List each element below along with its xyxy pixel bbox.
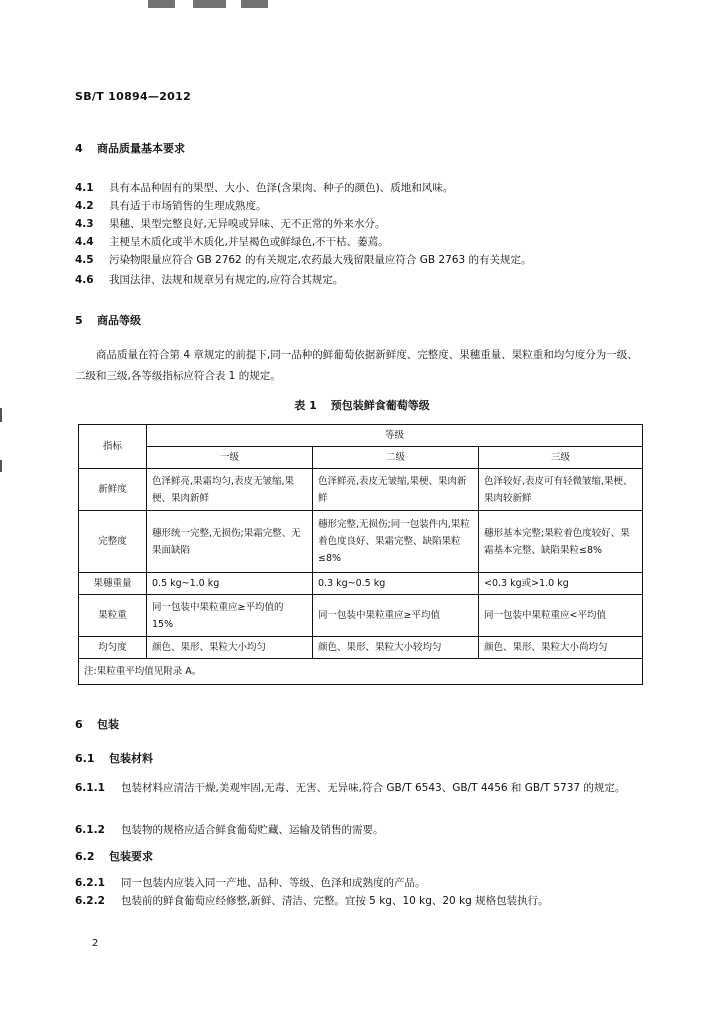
section-number: 5 xyxy=(75,314,83,327)
table-note: 注:果粒重平均值见附录 A。 xyxy=(79,659,643,685)
row-label: 果穗重量 xyxy=(79,573,147,595)
clause-text: 具有本品种固有的果型、大小、色泽(含果肉、种子的颜色)、质地和风味。 xyxy=(109,182,454,194)
section-title: 商品质量基本要求 xyxy=(97,142,185,155)
clause-text: 包装前的鲜食葡萄应经修整,新鲜、清洁、完整。宜按 5 kg、10 kg、20 kg 规格包装执行。 xyxy=(121,895,549,907)
clause-number: 6.2.1 xyxy=(75,877,105,889)
section-6-2-heading xyxy=(75,848,153,864)
table-cell: 色泽鲜亮,表皮无皱缩,果梗、果肉新鲜 xyxy=(313,469,479,511)
table-caption xyxy=(0,397,724,413)
section-5-heading xyxy=(75,312,141,328)
grade-table xyxy=(78,424,643,685)
row-label: 完整度 xyxy=(79,511,147,573)
table-row xyxy=(79,573,643,595)
table-cell: 同一包装中果粒重应<平均值 xyxy=(479,595,643,637)
section-title: 包装要求 xyxy=(109,850,153,863)
standard-number: SB/T 10894—2012 xyxy=(75,90,192,103)
row-label: 果粒重 xyxy=(79,595,147,637)
section-title: 包装材料 xyxy=(109,752,153,765)
table-cell: 颜色、果形、果粒大小较均匀 xyxy=(313,637,479,659)
section-6-heading xyxy=(75,716,119,732)
grade-1-header: 一级 xyxy=(147,447,313,469)
clause-number: 4.5 xyxy=(75,254,94,266)
table-cell: <0.3 kg或>1.0 kg xyxy=(479,573,643,595)
table-cell: 色泽较好,表皮可有轻微皱缩,果梗、果肉较新鲜 xyxy=(479,469,643,511)
table-cell: 色泽鲜亮,果霜均匀,表皮无皱缩,果梗、果肉新鲜 xyxy=(147,469,313,511)
clause-text: 包装材料应清洁干燥,美观牢固,无毒、无害、无异味,符合 GB/T 6543、GB/T 4456 和 GB/T 5737 的规定。 xyxy=(121,782,626,794)
table-title: 预包装鲜食葡萄等级 xyxy=(330,399,430,412)
section-number: 6.1 xyxy=(75,752,95,765)
clause-text: 包装物的规格应适合鲜食葡萄贮藏、运输及销售的需要。 xyxy=(121,824,384,836)
table-cell: 穗形完整,无损伤;同一包装件内,果粒着色度良好、果霜完整、缺陷果粒≤8% xyxy=(313,511,479,573)
table-number: 表 1 xyxy=(294,399,317,412)
clause-text: 果穗、果型完整良好,无异嗅或异味、无不正常的外来水分。 xyxy=(109,218,386,230)
clause-text: 主梗呈木质化或半木质化,并呈褐色或鲜绿色,不干枯、萎蔫。 xyxy=(109,236,389,248)
clause-text: 同一包装内应装入同一产地、品种、等级、色泽和成熟度的产品。 xyxy=(121,877,426,889)
table-cell: 0.3 kg~0.5 kg xyxy=(313,573,479,595)
scan-margin-mark xyxy=(0,460,2,472)
table-cell: 同一包装中果粒重应≥平均值的 15% xyxy=(147,595,313,637)
table-cell: 颜色、果形、果粒大小均匀 xyxy=(147,637,313,659)
clause-text: 污染物限量应符合 GB 2762 的有关规定,农药最大残留限量应符合 GB 2763 的有关规定。 xyxy=(109,254,532,266)
clause-text: 具有适于市场销售的生理成熟度。 xyxy=(109,200,267,212)
clause-6-1-1 xyxy=(75,778,645,799)
table-cell: 穗形统一完整,无损伤;果霜完整、无果面缺陷 xyxy=(147,511,313,573)
row-label: 均匀度 xyxy=(79,637,147,659)
clause-text: 我国法律、法规和规章另有规定的,应符合其规定。 xyxy=(109,274,344,286)
table-row xyxy=(79,469,643,511)
scan-artifact-top xyxy=(148,0,298,8)
section-number: 6 xyxy=(75,718,83,731)
grade-3-header: 三级 xyxy=(479,447,643,469)
table-header-row xyxy=(79,425,643,447)
clause-4-3 xyxy=(75,216,385,231)
table-cell: 颜色、果形、果粒大小尚均匀 xyxy=(479,637,643,659)
clause-4-1 xyxy=(75,180,453,195)
clause-4-5 xyxy=(75,252,532,267)
section-title: 包装 xyxy=(97,718,119,731)
grade-2-header: 二级 xyxy=(313,447,479,469)
table-row xyxy=(79,637,643,659)
clause-number: 4.6 xyxy=(75,274,94,286)
clause-number: 6.2.2 xyxy=(75,895,105,907)
clause-number: 4.3 xyxy=(75,218,94,230)
table-cell: 穗形基本完整;果粒着色度较好、果霜基本完整、缺陷果粒≤8% xyxy=(479,511,643,573)
table-row xyxy=(79,595,643,637)
header-indicator: 指标 xyxy=(79,425,147,469)
section-5-paragraph: 商品质量在符合第 4 章规定的前提下,同一品种的鲜葡萄依据新鲜度、完整度、果穗重量、果粒重和均匀度分为一级、二级和三级,各等级指标应符合表 1 的规定。 xyxy=(75,349,638,382)
table-note-row xyxy=(79,659,643,685)
table-cell: 同一包装中果粒重应≥平均值 xyxy=(313,595,479,637)
clause-number: 4.1 xyxy=(75,182,94,194)
clause-6-2-2 xyxy=(75,893,549,908)
clause-number: 4.2 xyxy=(75,200,94,212)
clause-4-6 xyxy=(75,272,343,287)
table-grade-row xyxy=(79,447,643,469)
section-title: 商品等级 xyxy=(97,314,141,327)
section-4-heading xyxy=(75,140,185,156)
table-row xyxy=(79,511,643,573)
section-number: 4 xyxy=(75,142,83,155)
page-number: 2 xyxy=(92,938,99,949)
section-6-1-heading xyxy=(75,750,153,766)
clause-6-1-2 xyxy=(75,822,384,837)
row-label: 新鲜度 xyxy=(79,469,147,511)
header-grade: 等级 xyxy=(147,425,643,447)
clause-number: 4.4 xyxy=(75,236,94,248)
clause-number: 6.1.2 xyxy=(75,824,105,836)
section-number: 6.2 xyxy=(75,850,95,863)
clause-4-2 xyxy=(75,198,267,213)
clause-number: 6.1.1 xyxy=(75,782,105,794)
table-cell: 0.5 kg~1.0 kg xyxy=(147,573,313,595)
clause-6-2-1 xyxy=(75,875,426,890)
clause-4-4 xyxy=(75,234,389,249)
